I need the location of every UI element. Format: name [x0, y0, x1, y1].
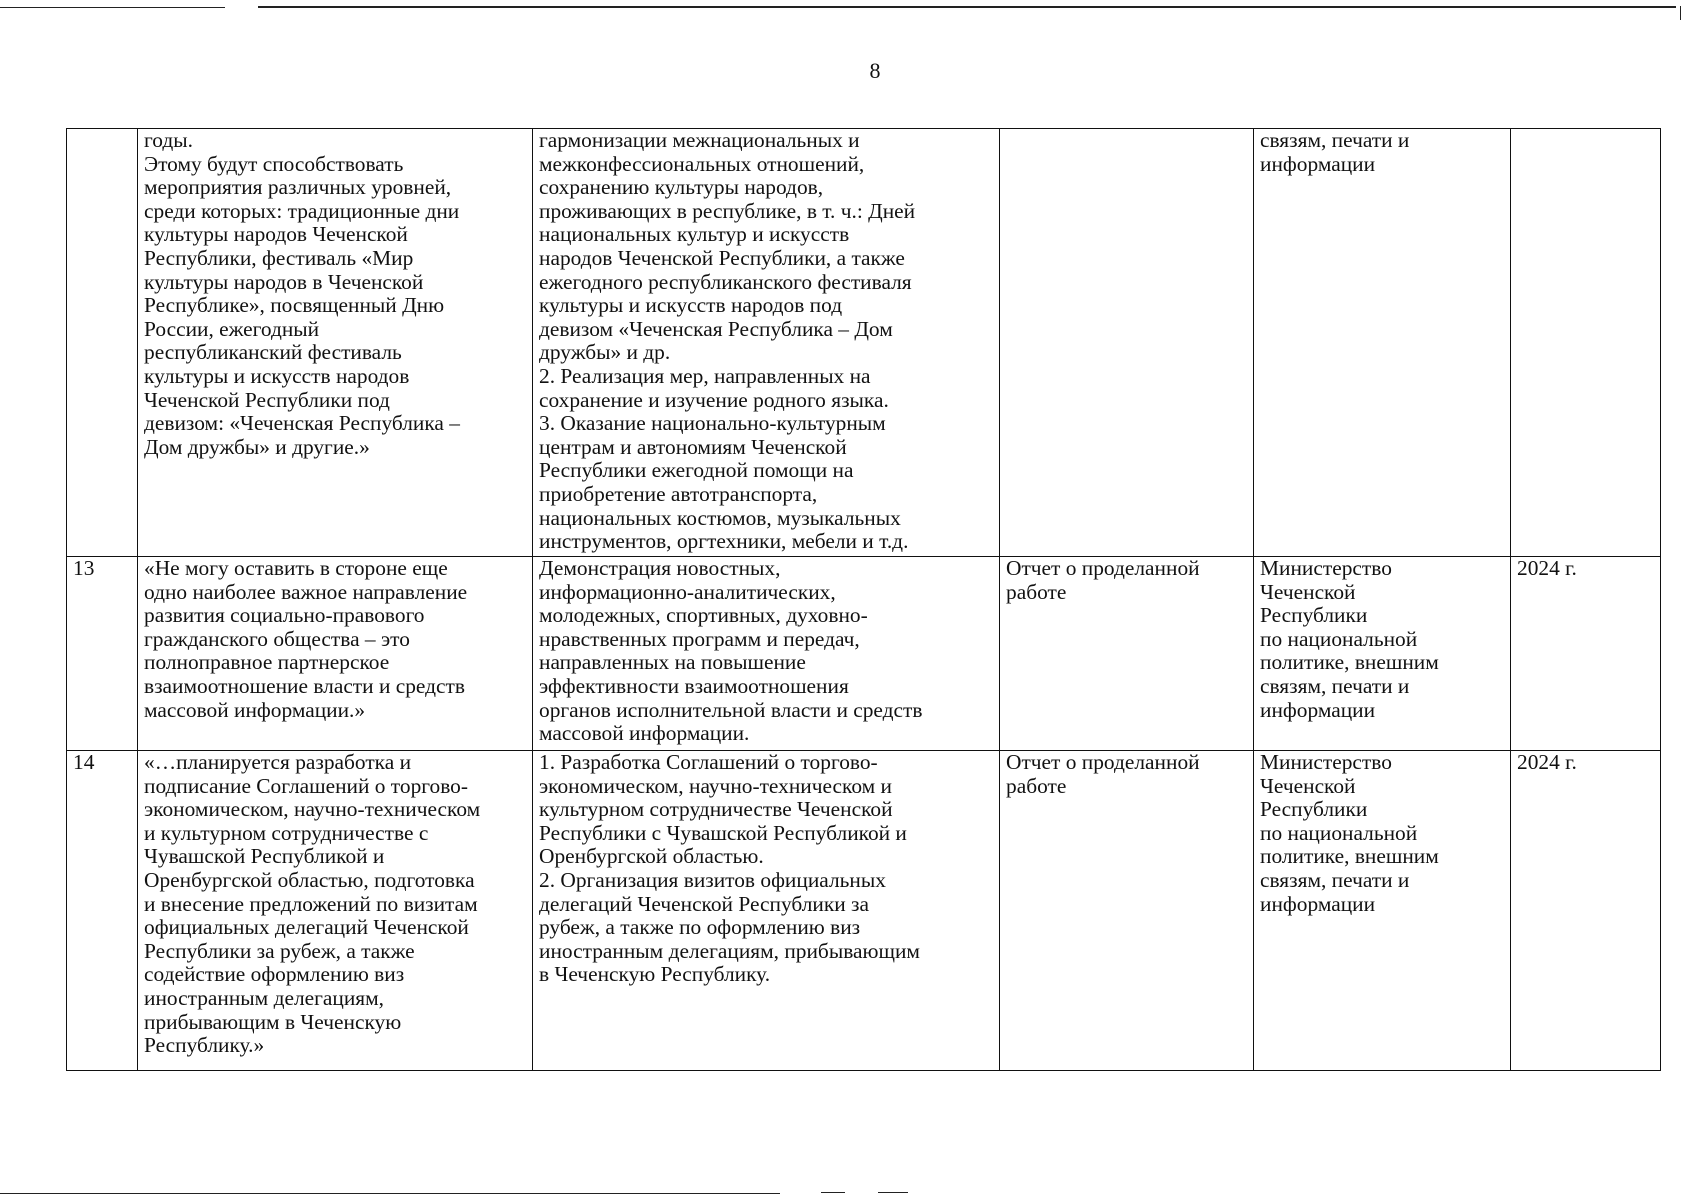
term-cell	[1511, 129, 1661, 557]
term-cell: 2024 г.	[1511, 751, 1661, 1071]
responsible-cell: связям, печати и информации	[1254, 129, 1511, 557]
result-cell: Отчет о проделанной работе	[1000, 751, 1254, 1071]
table-row	[67, 751, 1661, 1071]
term-cell: 2024 г.	[1511, 557, 1661, 751]
message-quote-cell: «…планируется разработка и подписание Соглашений о торгово- экономическом, научно-техническом и культурном сотрудничестве с Чувашской Республикой и Оренбургской областью, подготовка и внесение предложений по визитам официальных делегаций Чеченской Республики за рубеж, а также содействие оформлению виз иностранным делегациям, прибывающим в Чеченскую Республику.»	[138, 751, 533, 1071]
row-number	[67, 129, 138, 557]
message-quote-cell: «Не могу оставить в стороне еще одно наиболее важное направление развития социально-правового гражданского общества – это полноправное партнерское взаимоотношение власти и средств массовой информации.»	[138, 557, 533, 751]
responsible-cell: Министерство Чеченской Республики по национальной политике, внешним связям, печати и информации	[1254, 557, 1511, 751]
message-quote-cell: годы. Этому будут способствовать мероприятия различных уровней, среди которых: традиционные дни культуры народов Чеченской Республики, фестиваль «Мир культуры народов в Чеченской Республике», посвященный Дню России, ежегодный республиканский фестиваль культуры и искусств народов Чеченской Республики под девизом: «Чеченская Республика – Дом дружбы» и другие.»	[138, 129, 533, 557]
row-number: 14	[67, 751, 138, 1071]
result-cell	[1000, 129, 1254, 557]
result-cell: Отчет о проделанной работе	[1000, 557, 1254, 751]
row-number: 13	[67, 557, 138, 751]
measures-cell: Демонстрация новостных, информационно-аналитических, молодежных, спортивных, духовно- нравственных программ и передач, направленных на повышение эффективности взаимоотношения органов исполнительной власти и средств массовой информации.	[533, 557, 1000, 751]
scan-line-right-edge	[1680, 6, 1681, 20]
measures-cell: гармонизации межнациональных и межконфессиональных отношений, сохранению культуры народов, проживающих в республике, в т. ч.: Дней национальных культур и искусств народов Чеченской Республики, а также ежегодного республиканского фестиваля культуры и искусств народов под девизом «Чеченская Республика – Дом дружбы» и др. 2. Реализация мер, направленных на сохранение и изучение родного языка. 3. Оказание национально-культурным центрам и автономиям Чеченской Республики ежегодной помощи на приобретение автотранспорта, национальных костюмов, музыкальных инструментов, оргтехники, мебели и т.д.	[533, 129, 1000, 557]
measures-cell: 1. Разработка Соглашений о торгово- экономическом, научно-техническом и культурном сотрудничестве Чеченской Республики с Чувашской Республикой и Оренбургской областью. 2. Организация визитов официальных делегаций Чеченской Республики за рубеж, а также по оформлению виз иностранным делегациям, прибывающим в Чеченскую Республику.	[533, 751, 1000, 1071]
scan-line-top-right	[258, 6, 1676, 8]
plan-table	[66, 128, 1661, 1071]
page-number: 8	[869, 58, 881, 83]
scan-line-bottom-dash-1	[821, 1192, 845, 1193]
table-row	[67, 557, 1661, 751]
scan-line-bottom-left	[0, 1193, 780, 1194]
responsible-cell: Министерство Чеченской Республики по национальной политике, внешним связям, печати и информации	[1254, 751, 1511, 1071]
scan-line-bottom-dash-2	[878, 1192, 908, 1193]
scan-line-top-left	[0, 7, 225, 8]
table-row	[67, 129, 1661, 557]
